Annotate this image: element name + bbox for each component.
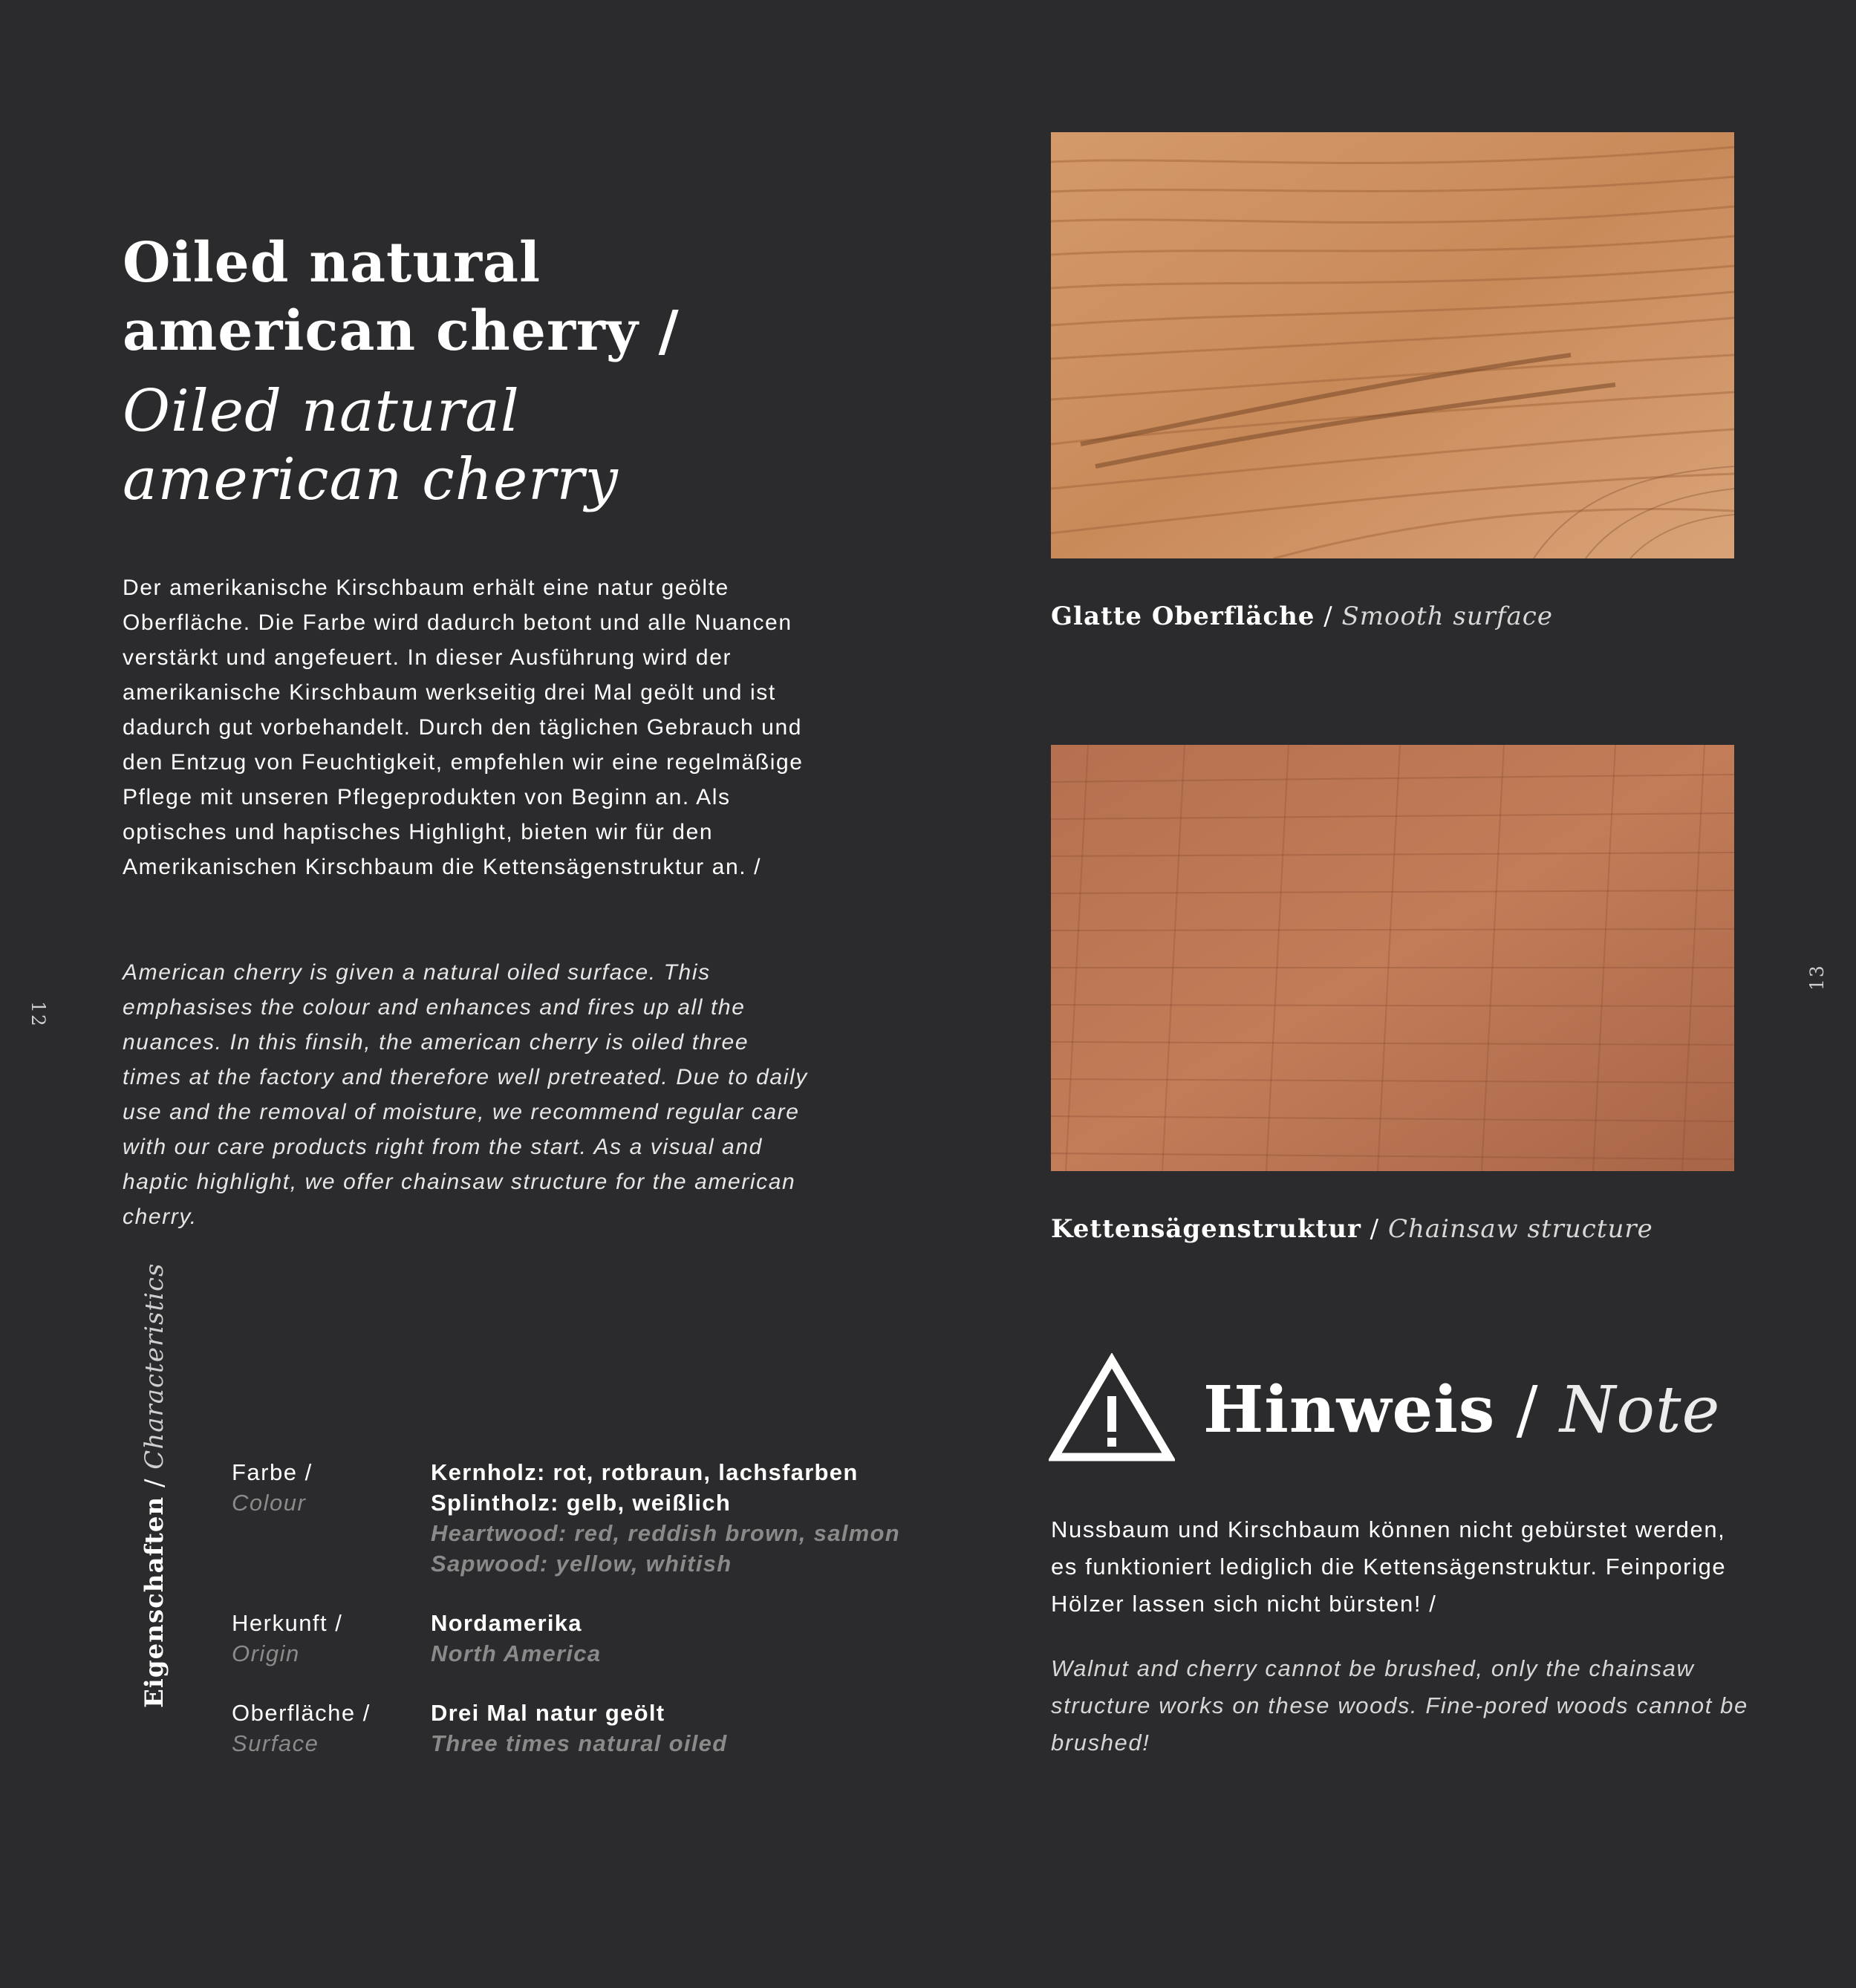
char-value-sapwood-en: Sapwood: yellow, whitish — [431, 1551, 732, 1577]
char-value-surface-de: Drei Mal natur geölt — [431, 1700, 665, 1726]
char-label-origin — [232, 1608, 342, 1669]
char-label-surface — [232, 1698, 371, 1759]
characteristics-label — [140, 1263, 169, 1708]
page-number-left: 12 — [27, 1001, 49, 1028]
title-en-line-1: Oiled natural — [123, 378, 520, 445]
caption-chainsaw-structure — [1051, 1214, 1653, 1244]
note-text-de: Nussbaum und Kirschbaum können nicht gebürstet werden, es funktioniert lediglich die Kettensägenstruktur. Feinporige Hölzer lassen sich nicht bürsten! / — [1051, 1516, 1727, 1617]
wood-sample-chainsaw-image — [1051, 745, 1734, 1171]
caption-chainsaw-separator: / — [1361, 1214, 1388, 1244]
description-en: American cherry is given a natural oiled surface. This emphasises the colour and enhances and fires up all the nuances. In this finsih, the american cherry is oiled three times at the factory and therefore well pretreated. Due to daily use and the removal of moisture, we recommend regular care with our care products right from the start. As a visual and haptic highlight, we offer chainsaw structure for the american cherry. — [123, 960, 808, 1229]
wood-sample-smooth-image — [1051, 132, 1734, 558]
char-value-sapwood-de: Splintholz: gelb, weißlich — [431, 1490, 732, 1516]
char-value-heartwood-en: Heartwood: red, reddish brown, salmon — [431, 1520, 900, 1546]
char-label-surface-de: Oberfläche / — [232, 1700, 371, 1726]
warning-triangle-icon — [1049, 1353, 1175, 1468]
characteristics-label-de: Eigenschaften — [140, 1496, 169, 1708]
caption-chainsaw-de: Kettensägenstruktur — [1051, 1214, 1361, 1244]
char-value-origin — [431, 1608, 601, 1669]
caption-chainsaw-en: Chainsaw structure — [1387, 1214, 1653, 1244]
characteristics-separator: / — [140, 1469, 169, 1496]
page-title-de — [123, 229, 791, 365]
page-title-en — [123, 377, 791, 514]
char-value-colour — [431, 1457, 900, 1579]
page-number-right: 13 — [1806, 964, 1828, 991]
char-label-surface-en: Surface — [232, 1730, 319, 1756]
char-label-colour-en: Colour — [232, 1490, 307, 1516]
char-label-colour-de: Farbe / — [232, 1459, 313, 1485]
caption-smooth-separator: / — [1315, 602, 1342, 631]
title-de-line-1: Oiled natural — [123, 231, 541, 295]
char-value-surface — [431, 1698, 727, 1759]
char-value-origin-en: North America — [431, 1640, 602, 1666]
caption-smooth-en: Smooth surface — [1341, 602, 1553, 631]
description-de: Der amerikanische Kirschbaum erhält eine natur geölte Oberfläche. Die Farbe wird dadurch betont und alle Nuancen verstärkt und angefeuert. In dieser Ausführung wird der amerikanische Kirschbaum werkseitig drei Mal geölt und ist dadurch gut vorbehandelt. Durch den täglichen Gebrauch und den Entzug von Feuchtigkeit, empfehlen wir eine regelmäßige Pflege mit unseren Pflegeprodukten von Beginn an. Als optisches und haptisches Highlight, bieten wir für den Amerikanischen Kirschbaum die Kettensägenstruktur an. / — [123, 576, 804, 879]
note-heading-en: Note — [1559, 1373, 1721, 1447]
caption-smooth-surface — [1051, 602, 1553, 631]
char-value-origin-de: Nordamerika — [431, 1610, 582, 1636]
title-de-line-2: american cherry / — [123, 299, 680, 363]
characteristics-label-en: Characteristics — [140, 1262, 169, 1470]
title-en-line-2: american cherry — [123, 446, 619, 513]
char-label-origin-en: Origin — [232, 1640, 300, 1666]
char-value-heartwood-de: Kernholz: rot, rotbraun, lachsfarben — [431, 1459, 859, 1485]
char-value-surface-en: Three times natural oiled — [431, 1730, 728, 1756]
char-label-colour — [232, 1457, 313, 1518]
note-text-en: Walnut and cherry cannot be brushed, only the chainsaw structure works on these woods. Fine-pored woods cannot be brushed! — [1051, 1655, 1748, 1756]
note-heading — [1203, 1372, 1720, 1447]
char-label-origin-de: Herkunft / — [232, 1610, 343, 1636]
note-heading-separator: / — [1495, 1373, 1560, 1447]
note-heading-de: Hinweis — [1203, 1372, 1496, 1447]
caption-smooth-de: Glatte Oberfläche — [1051, 602, 1315, 631]
